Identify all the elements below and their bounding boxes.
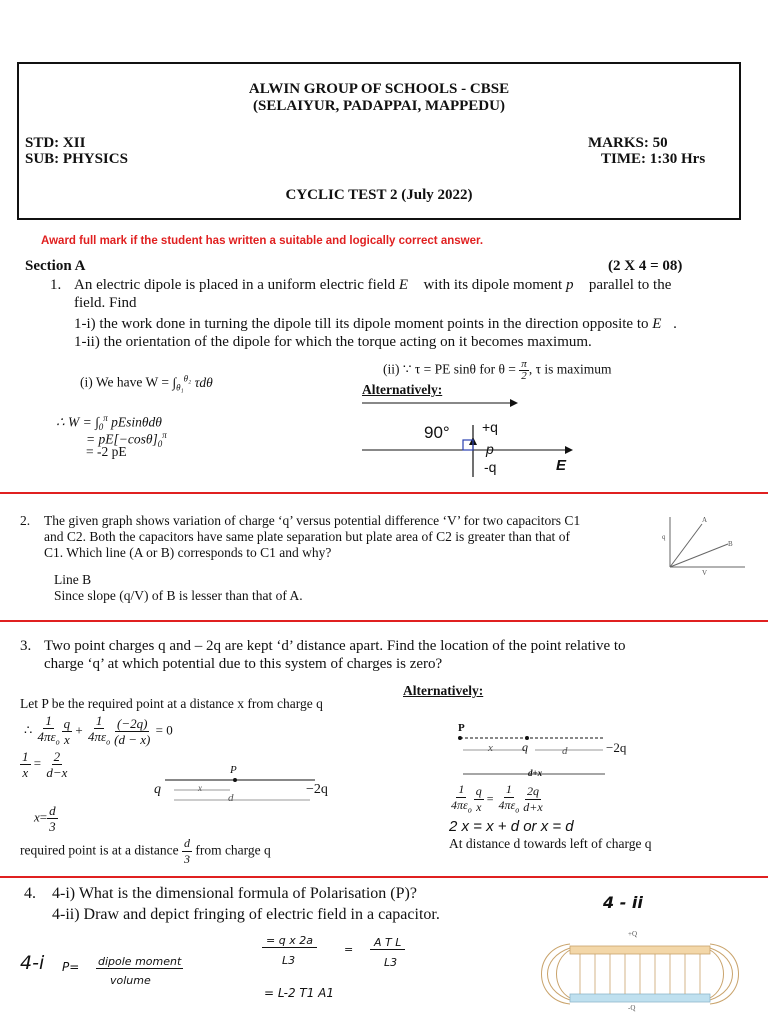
hw-fraction-2-num: A T L	[370, 936, 405, 950]
graph-label-b: B	[728, 540, 733, 548]
fig2-d-label: d	[562, 745, 568, 757]
q2-line3: C1. Which line (A or B) corresponds to C1 and why?	[44, 545, 332, 560]
q1-answer-ii: (ii) ∵ τ = PE sinθ for θ = $\frac{\pi}{2}$ , τ is maximum	[383, 358, 612, 382]
capacitor-minus-label: -Q	[628, 1004, 636, 1012]
q1-alternative-label: Alternatively:	[362, 382, 443, 397]
fig1-d-label: d	[228, 792, 234, 804]
fig2-x-label: x	[488, 742, 493, 754]
hw-volume: volume	[110, 974, 151, 987]
capacitor-plus-label: +Q	[628, 930, 638, 938]
field-arrow-main	[565, 446, 573, 454]
graph-label-q: q	[662, 533, 666, 541]
q1-part-ii: 1-ii) the orientation of the dipole for which the torque acting on it becomes maximum.	[74, 334, 592, 350]
graph-label-a: A	[702, 516, 708, 524]
q1-question-line2: field. Find	[74, 295, 137, 311]
negative-plate	[570, 994, 710, 1002]
q1-answer-i: (i) We have $W = \int_{\theta_1}^{\theta_2}$ τdθ	[80, 373, 213, 393]
q3-alt-equation: $\frac{1}{4\pi\varepsilon_o}$ $\frac{q}{x}$ = $\frac{1}{4\pi\varepsilon_o}$ $\frac{2q}{d+x}$	[451, 782, 543, 815]
section-title: Section A	[25, 258, 86, 274]
dipole-figure	[360, 395, 580, 480]
hw-p-equals: P=	[62, 960, 80, 974]
school-branches: (SELAIYUR, PADAPPAI, MAPPEDU)	[253, 98, 505, 114]
divider-1	[0, 492, 768, 494]
q1-question-line1: An electric dipole is placed in a uniform electric field E⃗ with its dipole moment p⃗ parallel to the	[74, 277, 672, 293]
fig1-x-label: x	[198, 783, 202, 793]
capacitor-fringing-diagram	[540, 928, 740, 1020]
fig2-p-label: P	[458, 722, 465, 734]
e-label: E	[556, 457, 567, 474]
q3-simplified: $\frac{1}{x}$ = $\frac{2}{d-x}$	[22, 749, 68, 780]
q3-line2: charge ‘q’ at which potential due to this system of charges is zero?	[44, 656, 443, 672]
q3-result-x: x= $\frac{d}{3}$	[34, 803, 56, 834]
vector-e: E⃗	[398, 277, 420, 293]
q1-work-line3: = -2 pE	[86, 444, 127, 459]
fig2-dx-label: d+x	[528, 768, 543, 778]
marks-label: MARKS: 50	[588, 135, 668, 151]
positive-plate	[570, 946, 710, 954]
q3-alt-result: 2 x = x + d or x = d	[449, 818, 574, 835]
q2-number: 2.	[20, 513, 31, 528]
time-label: TIME: 1:30 Hrs	[601, 151, 706, 167]
field-arrow-top	[510, 399, 518, 407]
hw-fraction-1-den: L3	[282, 954, 296, 967]
uniform-field-lines	[580, 954, 700, 994]
q2-answer-line: Line B	[54, 572, 92, 587]
q4-part-i: 4-i) What is the dimensional formula of Polarisation (P)?	[52, 885, 417, 902]
angle-label: 90°	[424, 423, 450, 442]
q2-answer-reason: Since slope (q/V) of B is lesser than that of A.	[54, 588, 303, 603]
q1-number: 1.	[50, 277, 62, 293]
fig2-m2q-label: −2q	[606, 740, 627, 755]
q3-let-statement: Let P be the required point at a distance x from charge q	[20, 696, 323, 711]
hw-fraction-2-den: L3	[384, 956, 398, 969]
q2-line2: and C2. Both the capacitors have same plate separation but plate area of C2 is greater than that of	[44, 529, 570, 544]
hw-label-4ii: 4 - ii	[603, 893, 643, 912]
subject-label: SUB: PHYSICS	[25, 151, 128, 167]
q1-work-line1: ∴ $W = \int_0^\pi$ pEsinθdθ	[56, 413, 162, 433]
divider-2	[0, 620, 768, 622]
section-marks: (2 X 4 = 08)	[608, 258, 683, 274]
hw-label-4i: 4-i	[20, 952, 45, 974]
fig2-q-label: q	[522, 740, 528, 754]
q2-line1: The given graph shows variation of charge ‘q’ versus potential difference ‘V’ for two capacitors C1	[44, 513, 581, 528]
std-label: STD: XII	[25, 135, 86, 151]
fig1-q-label: q	[154, 782, 161, 797]
hw-equals: =	[344, 943, 354, 956]
q3-alternative-label: Alternatively:	[403, 683, 484, 698]
q3-number: 3.	[20, 638, 32, 654]
q3-line1: Two point charges q and – 2q are kept ‘d’ distance apart. Find the location of the point relative to	[44, 638, 626, 654]
test-title: CYCLIC TEST 2 (July 2022)	[285, 187, 473, 203]
fig2-point-p	[458, 736, 462, 740]
minus-q-label: -q	[484, 459, 497, 475]
q4-part-ii: 4-ii) Draw and depict fringing of electric field in a capacitor.	[52, 906, 440, 923]
q3-figure-2	[455, 730, 645, 785]
q3-alt-conclusion: At distance d towards left of charge q	[449, 836, 652, 851]
hw-dipole-moment: dipole moment	[98, 955, 182, 968]
fig1-m2q-label: −2q	[306, 782, 328, 797]
q1-part-i: 1-i) the work done in turning the dipole till its dipole moment points in the direction opposite to E⃗.	[74, 316, 677, 332]
graph-label-v: V	[702, 569, 708, 577]
fig1-point-p	[233, 778, 237, 782]
q4-number: 4.	[24, 885, 36, 902]
plus-q-label: +q	[482, 419, 498, 435]
q1-work-line2: = $pE[-\cos\theta]_0^\pi$	[86, 430, 167, 450]
hw-result: = L-2 T1 A1	[264, 986, 335, 1000]
school-name: ALWIN GROUP OF SCHOOLS - CBSE	[248, 81, 510, 97]
q3-equation: ∴ $\frac{1}{4\pi\varepsilon_o}$ $\frac{q}{x}$ + $\frac{1}{4\pi\varepsilon_o}$ $\frac{(-2q)}{(d - x)}$ = 0	[24, 713, 173, 747]
fig1-p-label: P	[230, 764, 237, 776]
divider-3	[0, 876, 768, 878]
hw-fraction-1-num: = q x 2a	[262, 934, 317, 948]
q3-figure-1	[160, 770, 330, 810]
marking-note: Award full mark if the student has written a suitable and logically correct answer.	[41, 235, 484, 247]
q3-result-text: required point is at a distance $\frac{d}{3}$ from charge q	[20, 836, 271, 866]
vector-p: p⃗	[565, 277, 586, 293]
p-label: p	[486, 441, 494, 457]
